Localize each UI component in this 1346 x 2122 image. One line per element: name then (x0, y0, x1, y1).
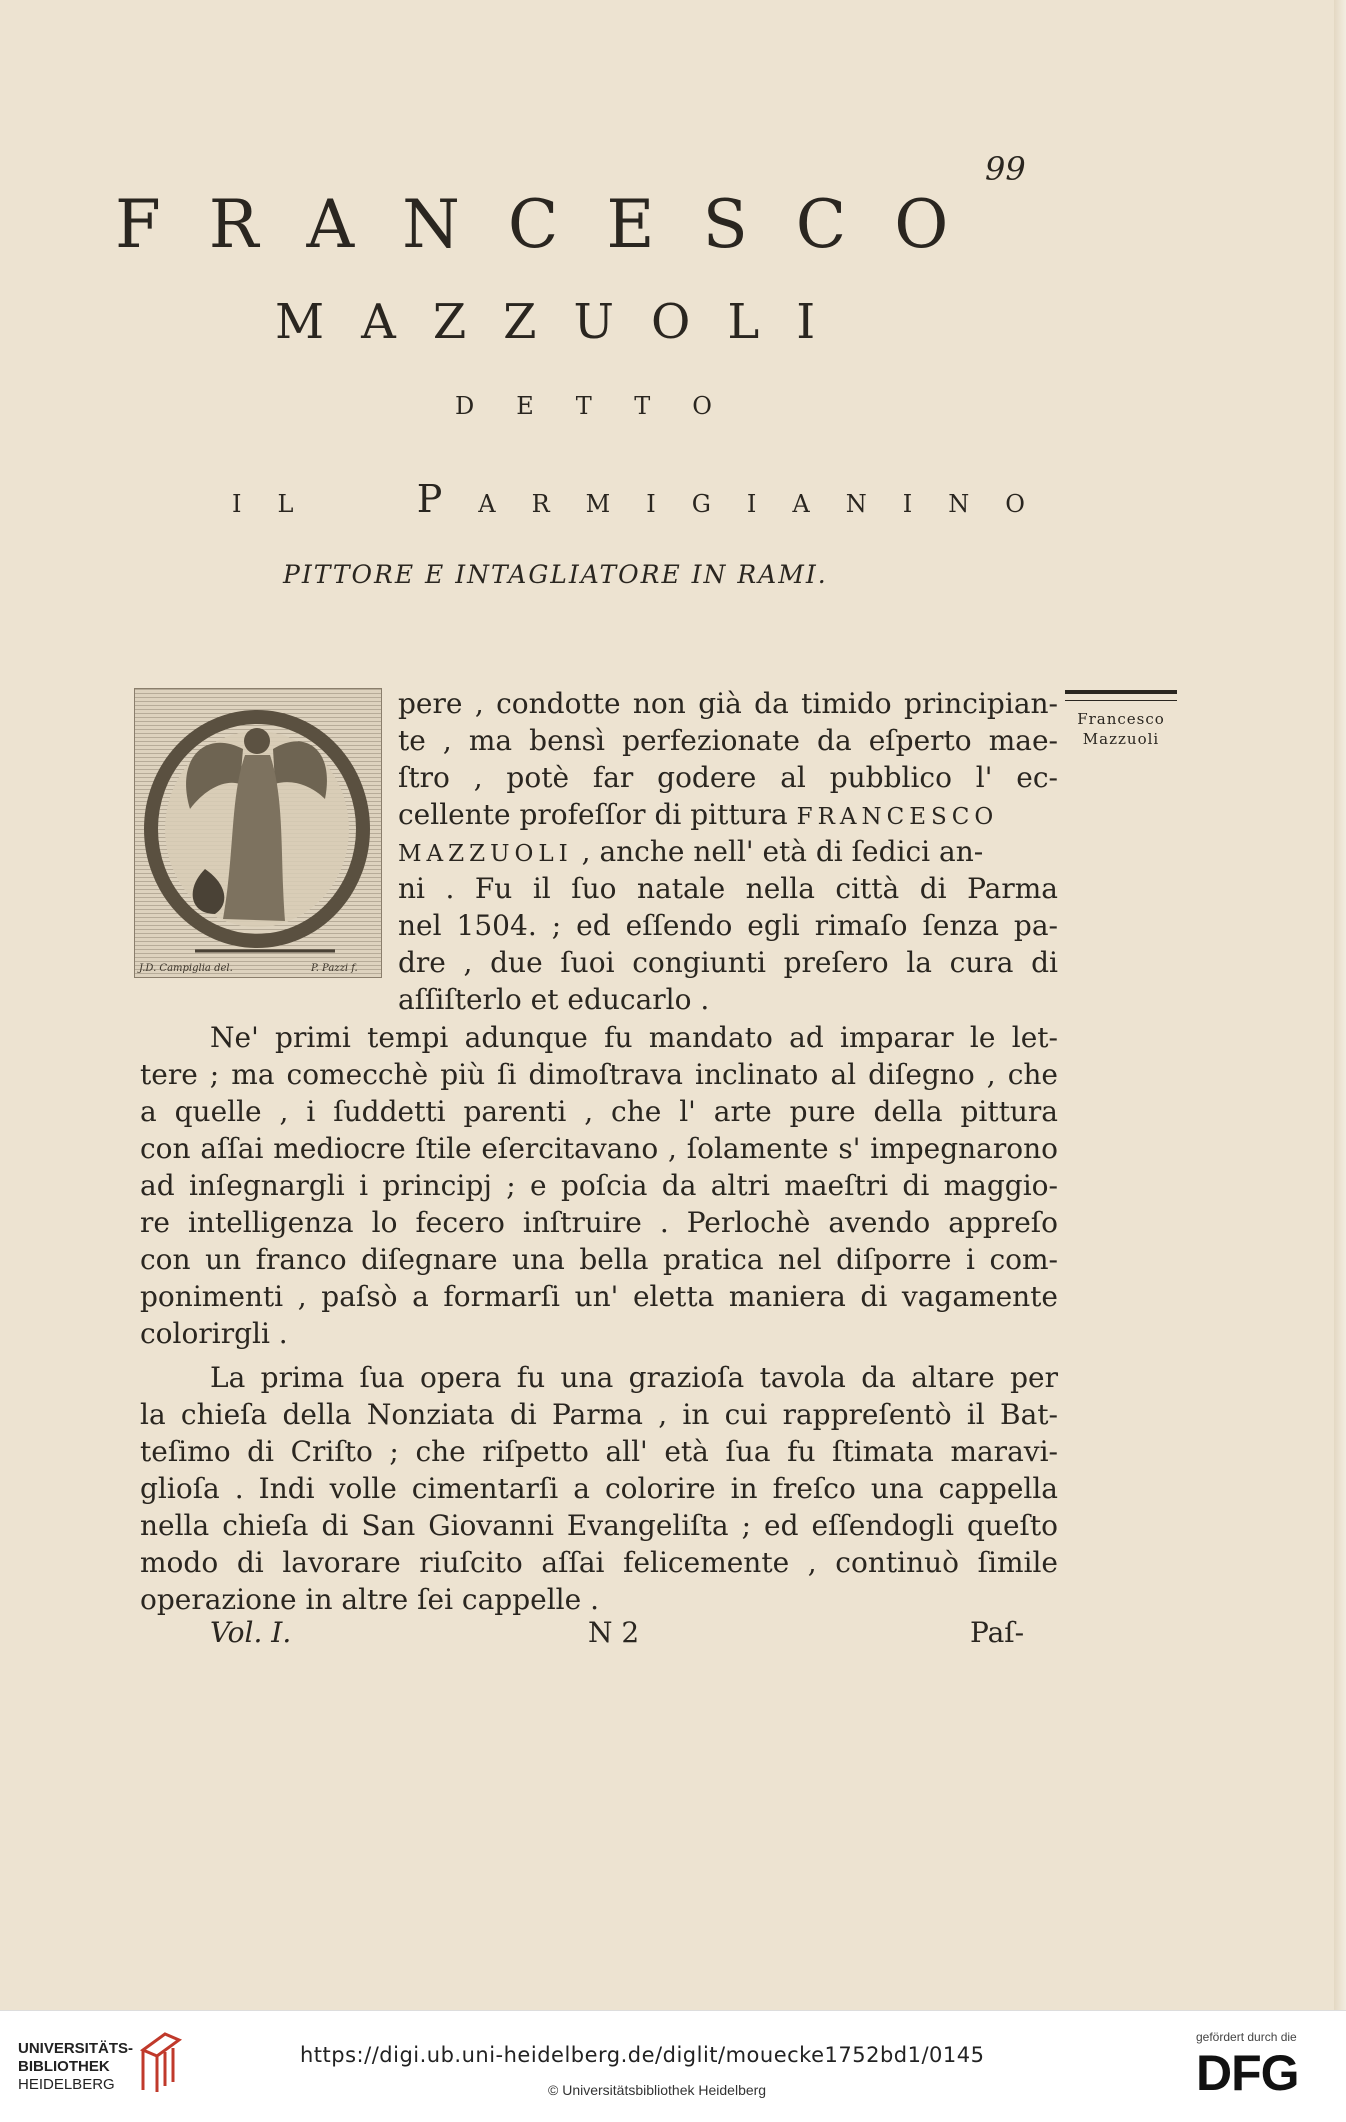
text-line: la chieſa della Nonziata di Parma , in cui rappreſentò il Bat- (140, 1398, 1058, 1431)
text-line: ni . Fu il ſuo natale nella città di Parma (398, 872, 1058, 905)
text-line: nel 1504. ; ed eſſendo egli rimaſo ſenza pa- (398, 909, 1058, 942)
text-line: aſſiſterlo et educarlo . (398, 983, 710, 1016)
library-logo-icon[interactable] (135, 2030, 187, 2098)
funding-note: gefördert durch die (1196, 2030, 1297, 2044)
name-smallcaps: MAZZUOLI (398, 841, 573, 867)
library-name-line3: HEIDELBERG (18, 2076, 115, 2093)
margin-note (1065, 690, 1177, 749)
nickname-capital: P (416, 477, 479, 521)
title-profession: PITTORE E INTAGLIATORE IN RAMI. (283, 560, 828, 589)
text-line: glioſa . Indi volle cimentarſi a colorire in freſco una cappella (140, 1472, 1058, 1505)
text-line: te , ma bensì perfezionate da eſperto mae- (398, 724, 1058, 757)
text-line: La prima ſua opera fu una grazioſa tavola da altare per (210, 1361, 1058, 1394)
text-line: ad inſegnargli i principj ; e poſcia da altri maeſtri di maggio- (140, 1169, 1058, 1202)
title-main: FRANCESCO (115, 186, 997, 263)
text-line: colorirgli . (140, 1317, 288, 1350)
text-line: re intelligenza lo fecero inſtruire . Perlochè avendo appreſo (140, 1206, 1058, 1239)
margin-rule-thin (1065, 700, 1177, 701)
text-line: pere , condotte non già da timido principian- (398, 687, 1058, 720)
nickname-prefix: IL (232, 490, 330, 518)
library-name[interactable] (18, 2040, 133, 2094)
permalink-url[interactable]: https://digi.ub.uni-heidelberg.de/diglit/mouecke1752bd1/0145 (300, 2043, 985, 2067)
title-sub: MAZZUOLI (275, 294, 853, 350)
page-number: 99 (985, 150, 1026, 188)
text-line: operazione in altre ſei cappelle . (140, 1583, 600, 1616)
copyright-notice: © Universitätsbibliothek Heidelberg (548, 2082, 767, 2098)
title-detto: DETTO (455, 392, 754, 420)
nickname-rest: ARMIGIANINO (478, 490, 1061, 518)
name-smallcaps: FRANCESCO (796, 804, 999, 830)
engraving-credit-right: P. Pazzi f. (311, 963, 358, 974)
paper-edge (1334, 0, 1346, 2010)
text-line: dre , due ſuoi congiunti preſero la cura di (398, 946, 1058, 979)
text-line: con aſſai mediocre ſtile eſercitavano , ſolamente s' impegnarono (140, 1132, 1058, 1165)
library-name-line1: UNIVERSITÄTS- (18, 2040, 134, 2057)
text-line: a quelle , i ſuddetti parenti , che l' arte pure della pittura (140, 1095, 1058, 1128)
margin-note-line2: Mazzuoli (1082, 730, 1160, 748)
engraving-credit-left: J.D. Campiglia del. (139, 963, 233, 974)
dfg-logo[interactable]: DFG (1196, 2045, 1299, 2101)
margin-rule (1065, 690, 1177, 694)
text-line: modo di lavorare riuſcito aſſai felicemente , continuò ſimile (140, 1546, 1058, 1579)
text-line: ponimenti , paſsò a formarſi un' eletta maniera di vagamente (140, 1280, 1058, 1313)
text-line: ſtro , potè far godere al pubblico l' ec- (398, 761, 1058, 794)
text-line: tere ; ma comecchè più ſi dimoſtrava inclinato al diſegno , che (140, 1058, 1058, 1091)
text-line: Ne' primi tempi adunque fu mandato ad imparar le let- (210, 1021, 1058, 1054)
text-span: , anche nell' età di ſedici an- (581, 835, 984, 868)
text-line (398, 833, 1058, 873)
signature-mark: N 2 (588, 1616, 640, 1649)
catchword: Paſ- (970, 1616, 1025, 1649)
text-line: teſimo di Criſto ; che riſpetto all' età ſua fu ſtimata maravi- (140, 1435, 1058, 1468)
text-span: cellente profeſſor di pittura (398, 798, 788, 831)
volume-mark: Vol. I. (210, 1616, 292, 1649)
title-nickname (232, 477, 1061, 521)
margin-note-line1: Francesco (1077, 710, 1165, 728)
text-line: con un franco diſegnare una bella pratica nel diſporre i com- (140, 1243, 1058, 1276)
text-line (398, 796, 1058, 836)
text-line: nella chieſa di San Giovanni Evangeliſta ; ed eſſendogli queſto (140, 1509, 1058, 1542)
engraving-illustration (134, 688, 382, 978)
library-name-line2: BIBLIOTHEK (18, 2058, 110, 2075)
